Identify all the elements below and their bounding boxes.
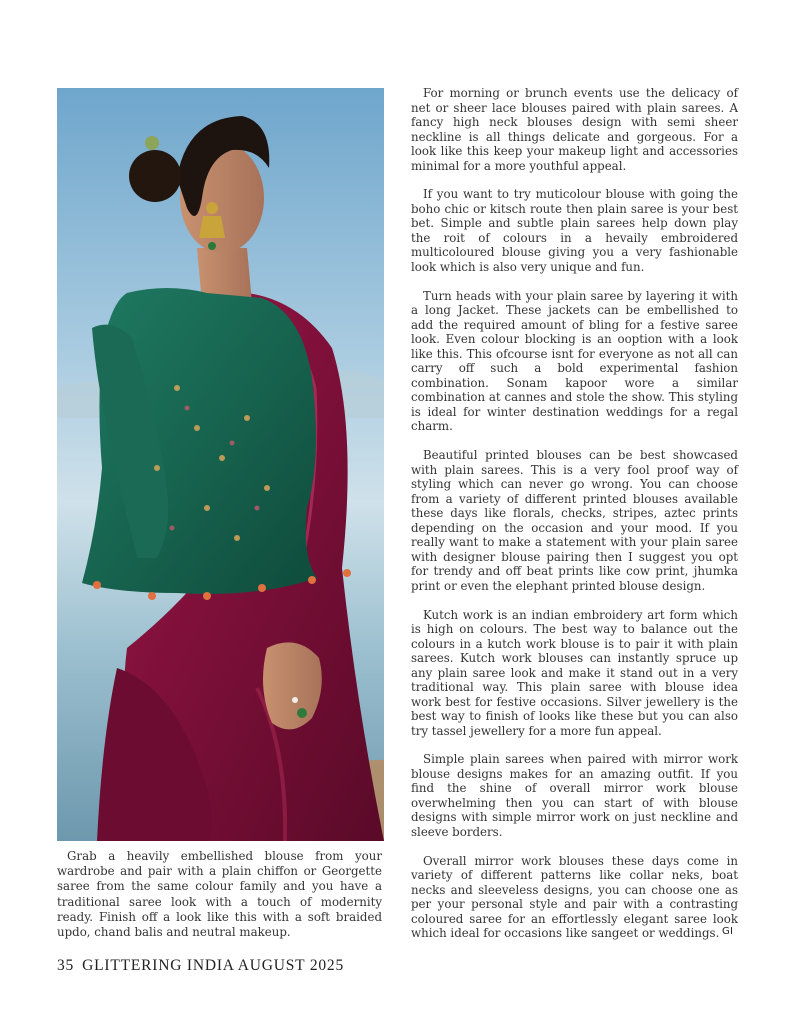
photo-illustration (57, 88, 384, 841)
page-footer (57, 957, 344, 975)
article-body (411, 86, 738, 955)
article-paragraph: Overall mirror work blouses these days come in variety of different patterns like collar neks, boat necks and sleeveless designs, you can choose one as per your personal style and pair with a contrasting coloured saree for an effortlessly elegant saree look which ideal for occasions like sangeet or weddings. (411, 853, 738, 941)
article-paragraph: Turn heads with your plain saree by layering it with a long Jacket. These jackets can be embellished to add the required amount of bling for a festive saree look. Even colour blocking is an ooption with a look like this. This ofcourse isnt for everyone as not all can carry off such a bold experimental fashion combination. Sonam kapoor wore a similar combination at cannes and stole the show. This styling is ideal for winter destination weddings for a regal charm. (411, 288, 738, 434)
page-number: 35 (57, 957, 75, 974)
photo-caption: Grab a heavily embellished blouse from your wardrobe and pair with a plain chiffon or Georgette saree from the same colour family and you have a traditional saree look with a touch of modernity ready. Finish off a look like this with a soft braided updo, chand balis and neutral makeup. (57, 849, 382, 940)
article-paragraph: If you want to try muticolour blouse with going the boho chic or kitsch route then plain saree is your best bet. Simple and subtle plain sarees help down play the roit of colours in a hevaily embroidered multicoloured blouse giving you a very fashionable look which is also very unique and fun. (411, 187, 738, 274)
publication-name: GLITTERING INDIA AUGUST 2025 (82, 957, 345, 974)
article-paragraph: Beautiful printed blouses can be best showcased with plain sarees. This is a very fool proof way of styling which can never go wrong. You can choose from a variety of different printed blouses available these days like florals, checks, stripes, aztec prints depending on the occasion and your mood. If you really want to make a statement with your plain saree with designer blouse pairing then I suggest you opt for trendy and off beat prints like cow print, jhumka print or even the elephant printed blouse design. (411, 448, 738, 593)
fashion-photo (57, 88, 384, 841)
article-paragraph: Kutch work is an indian embroidery art form which is high on colours. The best way to balance out the colours in a kutch work blouse is to pair it with plain sarees. Kutch work blouses can instantly spruce up any plain saree look and make it stand out in a very traditional way. This plain saree with blouse idea work best for festive occasions. Silver jewellery is the best way to finish of looks like these but you can also try tassel jewellery for a more fun appeal. (411, 607, 738, 738)
article-paragraph: For morning or brunch events use the delicacy of net or sheer lace blouses paired with plain sarees. A fancy high neck blouses design with semi sheer neckline is all things delicate and gorgeous. For a look like this keep your makeup light and accessories minimal for a more youthful appeal. (411, 86, 738, 173)
article-paragraph: Simple plain sarees when paired with mirror work blouse designs makes for an amazing outfit. If you find the shine of overall mirror work blouse overwhelming then you can start of with blouse designs with simple mirror work on just neckline and sleeve borders. (411, 752, 738, 839)
article-signoff: GI (722, 926, 734, 937)
